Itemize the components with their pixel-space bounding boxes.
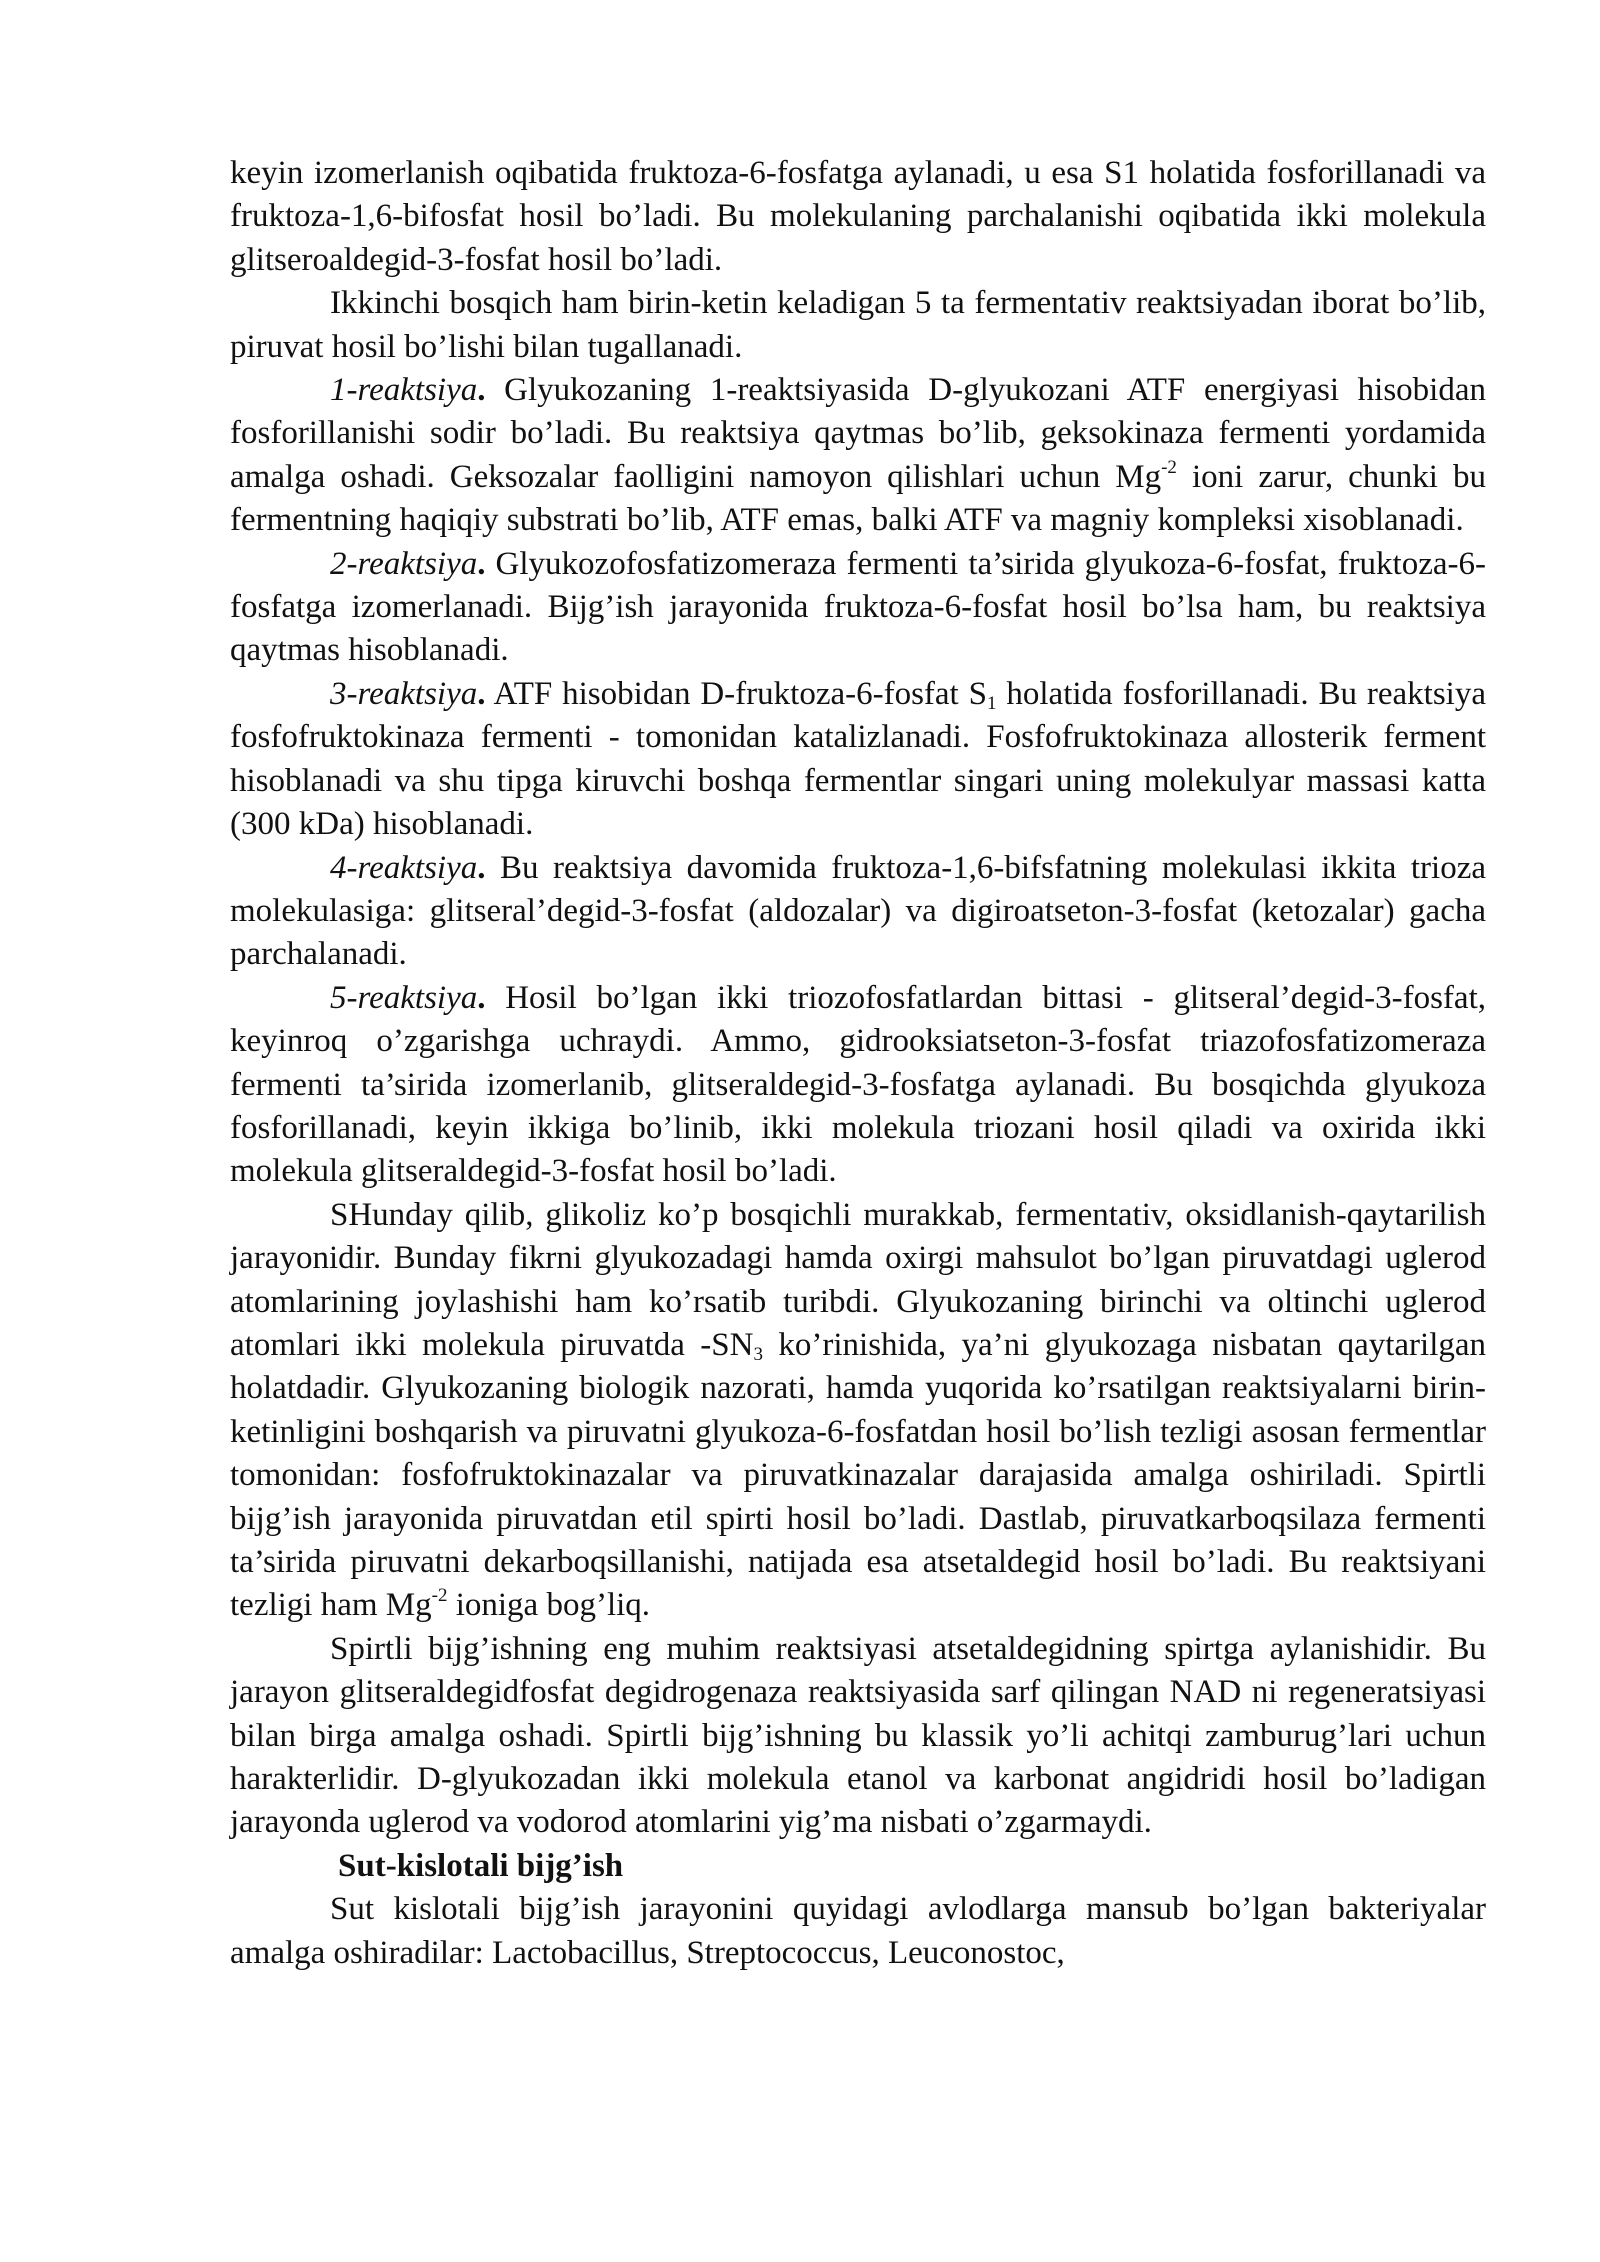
- reaction-1-text-a: Glyukozaning 1-reaktsiyasida D-glyukozani ATF energiyasi hisobidan fosforillanishi sodir bo’ladi. Bu reaktsiya qaytmas bo’lib, geksokinaza fermenti yordamida amalga oshadi. Geksozalar faolligini namoyon qilishlari uchun Mg: [230, 372, 1486, 495]
- section-heading: Sut-kislotali bijg’ish: [338, 1847, 624, 1884]
- paragraph-reaction-2: [230, 543, 1486, 673]
- reaction-4-label: 4-reaktsiya: [330, 849, 478, 886]
- summary-subscript: 3: [753, 1343, 763, 1365]
- paragraph-reaction-3: [230, 673, 1486, 847]
- reaction-3-text-a: ATF hisobidan D-fruktoza-6-fosfat S: [485, 675, 987, 712]
- reaction-1-text-b: ioni zarur, chunki bu fermentning haqiqiy substrati bo’lib, ATF emas, balki ATF va magniy kompleksi xisoblanadi.: [230, 458, 1486, 539]
- reaction-4-dot: .: [477, 849, 486, 886]
- summary-text-a: SHunday qilib, glikoliz ko’p bosqichli murakkab, fermentativ, oksidlanish-qaytarilish jarayonidir. Bunday fikrni glyukozadagi hamda oxirgi mahsulot bo’lgan piruvatdagi uglerod atomlarining joylashishi ham ko’rsatib turibdi. Glyukozaning birinchi va oltinchi uglerod atomlari ikki molekula piruvatda -SN: [230, 1196, 1486, 1363]
- paragraph-reaction-4: [230, 847, 1486, 977]
- reaction-2-label: 2-reaktsiya: [330, 545, 478, 582]
- paragraph-alcohol-fermentation: Spirtli bijg’ishning eng muhim reaktsiyasi atsetaldegidning spirtga aylanishidir. Bu jarayon glitseraldegidfosfat degidrogenaza reaktsiyasida sarf qilingan NAD ni regeneratsiyasi bilan birga amalga oshadi. Spirtli bijg’ishning bu klassik yo’li achitqi zamburug’lari uchun harakterlidir. D-glyukozadan ikki molekula etanol va karbonat angidridi hosil bo’ladigan jarayonda uglerod va vodorod atomlarini yig’ma nisbati o’zgarmaydi.: [230, 1630, 1486, 1841]
- summary-text-c: ioniga bog’liq.: [447, 1587, 651, 1624]
- reaction-3-dot: .: [477, 675, 486, 712]
- paragraph-reaction-1: [230, 369, 1486, 543]
- reaction-3-text-b: holatida fosforillanadi. Bu reaktsiya fosfofruktokinaza fermenti - tomonidan katalizlanadi. Fosfofruktokinaza allosterik ferment hisoblanadi va shu tipga kiruvchi boshqa fermentlar singari uning molekulyar massasi katta (300 kDa) hisoblanadi.: [230, 675, 1487, 843]
- paragraph-continuation: keyin izomerlanish oqibatida fruktoza-6-fosfatga aylanadi, u esa S1 holatida fosforillanadi va fruktoza-1,6-bifosfat hosil bo’ladi. Bu molekulaning parchalanishi oqibatida ikki molekula glitseroaldegid-3-fosfat hosil bo’ladi.: [230, 155, 1486, 278]
- reaction-2-dot: .: [477, 545, 486, 582]
- reaction-3-label: 3-reaktsiya: [330, 675, 478, 712]
- summary-text-b: ko’rinishida, ya’ni glyukozaga nisbatan qaytarilgan holatdadir. Glyukozaning biologik nazorati, hamda yuqorida ko’rsatilgan reaktsiyalarni birin-ketinligini boshqarish va piruvatni glyukoza-6-fosfatdan hosil bo’lish tezligi asosan fermentlar tomonidan: fosfofruktokinazalar va piruvatkinazalar darajasida amalga oshiriladi. Spirtli bijg’ish jarayonida piruvatdan etil spirti hosil bo’ladi. Dastlab, piruvatkarboqsilaza fermenti ta’sirida piruvatni dekarboqsillanishi, natijada esa atsetaldegid hosil bo’ladi. Bu reaktsiyani tezligi ham Mg: [230, 1326, 1487, 1624]
- paragraph-lactic-bacteria: Sut kislotali bijg’ish jarayonini quyidagi avlodlarga mansub bo’lgan bakteriyalar amalga oshiradilar: Lactobacillus, Streptococcus, Leuconostoc,: [230, 1891, 1486, 1971]
- summary-superscript: -2: [431, 1585, 448, 1607]
- reaction-1-dot: .: [477, 372, 486, 409]
- reaction-5-dot: .: [477, 979, 486, 1016]
- reaction-1-label: 1-reaktsiya: [330, 372, 478, 409]
- reaction-3-subscript: 1: [986, 692, 997, 714]
- reaction-4-text: Bu reaktsiya davomida fruktoza-1,6-bifsfatning molekulasi ikkita trioza molekulasiga: glitseral’degid-3-fosfat (aldozalar) va digiroatseton-3-fosfat (ketozalar) gacha parchalanadi.: [230, 849, 1486, 973]
- paragraph-summary: [230, 1194, 1486, 1628]
- reaction-5-label: 5-reaktsiya: [330, 979, 478, 1016]
- paragraph-second-stage: Ikkinchi bosqich ham birin-ketin keladigan 5 ta fermentativ reaktsiyadan iborat bo’lib, piruvat hosil bo’lishi bilan tugallanadi.: [230, 285, 1486, 365]
- reaction-5-text: Hosil bo’lgan ikki triozofosfatlardan bittasi - glitseral’degid-3-fosfat, keyinroq o’zgarishga uchraydi. Ammo, gidrooksiatseton-3-fosfat triazofosfatizomeraza fermenti ta’sirida izomerlanib, glitseraldegid-3-fosfatga aylanadi. Bu bosqichda glyukoza fosforillanadi, keyin ikkiga bo’linib, ikki molekula triozani hosil qiladi va oxirida ikki molekula glitseraldegid-3-fosfat hosil bo’ladi.: [230, 979, 1486, 1190]
- reaction-1-superscript: -2: [1161, 456, 1177, 478]
- reaction-2-text: Glyukozofosfatizomeraza fermenti ta’sirida glyukoza-6-fosfat, fruktoza-6-fosfatga izomerlanadi. Bijg’ish jarayonida fruktoza-6-fosfat hosil bo’lsa ham, bu reaktsiya qaytmas hisoblanadi.: [230, 545, 1486, 669]
- paragraph-reaction-5: [230, 977, 1486, 1194]
